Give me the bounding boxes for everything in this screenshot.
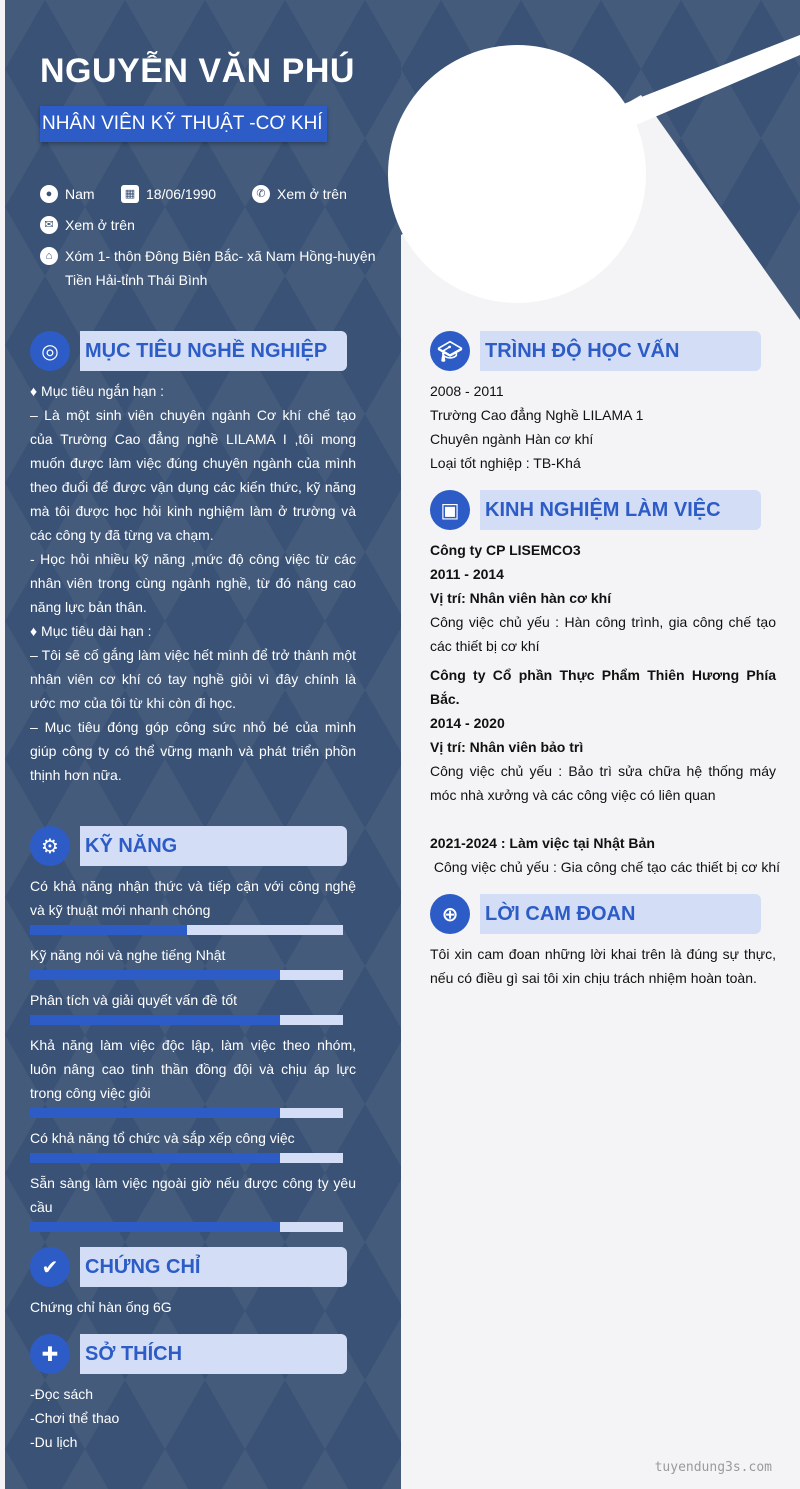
- hobby-item: -Chơi thể thao: [30, 1410, 120, 1426]
- envelope-icon: ✉: [40, 216, 58, 234]
- objective-paragraph: ♦ Mục tiêu ngắn hạn :: [30, 383, 165, 399]
- education-major: Chuyên ngành Hàn cơ khí: [430, 431, 594, 447]
- gender-row: [40, 182, 95, 206]
- gender-value: Nam: [65, 186, 95, 202]
- skill-label: Có khả năng tổ chức và sắp xếp công việc: [30, 1130, 295, 1146]
- commitment-body: [430, 942, 776, 990]
- briefcase-icon: ▣: [430, 490, 470, 530]
- objective-body: [30, 379, 356, 787]
- address-row: [40, 244, 376, 292]
- skills-title: KỸ NĂNG: [80, 826, 347, 866]
- skill-label: Kỹ năng nói và nghe tiếng Nhật: [30, 947, 226, 963]
- skill-bar-fill: [30, 1015, 280, 1025]
- skill-label: Sẵn sàng làm việc ngoài giờ nếu được công ty yêu cầu: [30, 1175, 356, 1215]
- education-body: [430, 379, 776, 475]
- job-company: Công ty CP LISEMCO3: [430, 542, 581, 558]
- skill-bar-fill: [30, 970, 280, 980]
- hobbies-title: SỞ THÍCH: [80, 1334, 347, 1374]
- commitment-text: Tôi xin cam đoan những lời khai trên là đúng sự thực, nếu có điều gì sai tôi xin chịu trách nhiệm hoàn toàn.: [430, 946, 776, 986]
- plus-circle-icon: ⊕: [430, 894, 470, 934]
- certificates-title: CHỨNG CHỈ: [80, 1247, 347, 1287]
- certificates-list: [30, 1295, 356, 1319]
- objective-header: [30, 331, 347, 371]
- phone-icon: ✆: [252, 185, 270, 203]
- japan-heading: 2021-2024 : Làm việc tại Nhật Bản: [430, 835, 655, 851]
- job-description: Công việc chủ yếu : Bảo trì sửa chữa hệ thống máy móc nhà xưởng và các công việc có liên quan: [430, 763, 776, 803]
- objective-paragraph: - Học hỏi nhiều kỹ năng ,mức độ công việc từ các nhân viên trong cùng ngành nghề, từ đó nâng cao năng lực bản thân.: [30, 551, 356, 615]
- skill-label: Khả năng làm việc độc lập, làm việc theo nhóm, luôn nâng cao tinh thần đồng đội và chịu áp lực trong công việc giỏi: [30, 1037, 356, 1101]
- skill-label: Có khả năng nhận thức và tiếp cận với công nghệ và kỹ thuật mới nhanh chóng: [30, 878, 356, 918]
- skill-bar: [30, 970, 343, 980]
- objective-paragraph: ♦ Mục tiêu dài hạn :: [30, 623, 152, 639]
- skill-bar: [30, 1222, 343, 1232]
- profile-photo: [388, 45, 646, 303]
- skill-bar: [30, 925, 343, 935]
- education-title: TRÌNH ĐỘ HỌC VẤN: [480, 331, 761, 371]
- experience-title: KINH NGHIỆM LÀM VIỆC: [480, 490, 761, 530]
- education-period: 2008 - 2011: [430, 383, 504, 399]
- education-grade: Loại tốt nghiệp : TB-Khá: [430, 455, 581, 471]
- home-icon: ⌂: [40, 247, 58, 265]
- head-gear-icon: ⚙: [30, 826, 70, 866]
- phone-row: [252, 182, 347, 206]
- job-position: Vị trí: Nhân viên bảo trì: [430, 739, 584, 755]
- birthday-value: 18/06/1990: [146, 186, 217, 202]
- job-position: Vị trí: Nhân viên hàn cơ khí: [430, 590, 612, 606]
- certificate-item: Chứng chỉ hàn ống 6G: [30, 1299, 172, 1315]
- experience-body: [430, 538, 776, 807]
- puzzle-icon: ✚: [30, 1334, 70, 1374]
- japan-experience: [430, 831, 781, 879]
- person-icon: ●: [40, 185, 58, 203]
- skill-bar-fill: [30, 925, 187, 935]
- email-value: Xem ở trên: [65, 217, 135, 233]
- skill-bar: [30, 1015, 343, 1025]
- job-company: Công ty Cổ phần Thực Phẩm Thiên Hương Phía Bắc.: [430, 667, 776, 707]
- hobby-item: -Đọc sách: [30, 1386, 94, 1402]
- hobby-item: -Du lịch: [30, 1434, 78, 1450]
- skill-bar: [30, 1108, 343, 1118]
- certificates-header: [30, 1247, 347, 1287]
- objective-title: MỤC TIÊU NGHỀ NGHIỆP: [80, 331, 347, 371]
- job-description: Công việc chủ yếu : Hàn công trình, gia công chế tạo các thiết bị cơ khí: [430, 614, 776, 654]
- target-icon: ◎: [30, 331, 70, 371]
- hobbies-list: [30, 1382, 356, 1454]
- skills-header: [30, 826, 347, 866]
- address-value: [65, 244, 376, 292]
- skill-bar-fill: [30, 1153, 280, 1163]
- birthday-row: [121, 182, 216, 206]
- skill-bar-fill: [30, 1108, 280, 1118]
- commitment-title: LỜI CAM ĐOAN: [480, 894, 761, 934]
- graduation-cap-icon: 🎓︎: [430, 331, 470, 371]
- phone-value: Xem ở trên: [277, 186, 347, 202]
- objective-paragraph: – Tôi sẽ cố gắng làm việc hết mình để trở thành một nhân viên cơ khí có tay nghề giỏi vì đây chính là ước mơ của tôi từ khi còn đi học.: [30, 647, 356, 711]
- skill-bar: [30, 1153, 343, 1163]
- calendar-icon: ▦: [121, 185, 139, 203]
- job-period: 2014 - 2020: [430, 715, 505, 731]
- education-school: Trường Cao đẳng Nghề LILAMA 1: [430, 407, 644, 423]
- job-period: 2011 - 2014: [430, 566, 504, 582]
- hobbies-header: [30, 1334, 347, 1374]
- watermark: tuyendung3s.com: [654, 1460, 772, 1475]
- job-title: NHÂN VIÊN KỸ THUẬT -CƠ KHÍ: [40, 106, 327, 142]
- experience-header: [430, 490, 761, 530]
- address-line-2: Tiền Hải-tỉnh Thái Bình: [65, 272, 208, 288]
- address-line-1: Xóm 1- thôn Đông Biên Bắc- xã Nam Hồng-huyện: [65, 248, 376, 264]
- japan-description: Công việc chủ yếu : Gia công chế tạo các thiết bị cơ khí: [430, 859, 781, 875]
- email-row: [40, 213, 135, 237]
- objective-paragraph: – Là một sinh viên chuyên ngành Cơ khí chế tạo của Trường Cao đẳng nghề LILAMA I ,tôi mong muốn được làm việc đúng chuyên ngành của mình theo đuổi để được vận dụng các kiến thức, kỹ năng mà tôi được học hỏi kinh nghiệm làm ở trường và các công ty đã từng va chạm.: [30, 407, 356, 543]
- skill-label: Phân tích và giải quyết vấn đề tốt: [30, 992, 238, 1008]
- candidate-name: NGUYỄN VĂN PHÚ: [40, 52, 355, 90]
- badge-check-icon: ✔: [30, 1247, 70, 1287]
- objective-paragraph: – Mục tiêu đóng góp công sức nhỏ bé của mình giúp công ty có thể vững mạnh và phát triển phồn thịnh hơn nữa.: [30, 719, 356, 783]
- skill-bar-fill: [30, 1222, 280, 1232]
- education-header: [430, 331, 761, 371]
- commitment-header: [430, 894, 761, 934]
